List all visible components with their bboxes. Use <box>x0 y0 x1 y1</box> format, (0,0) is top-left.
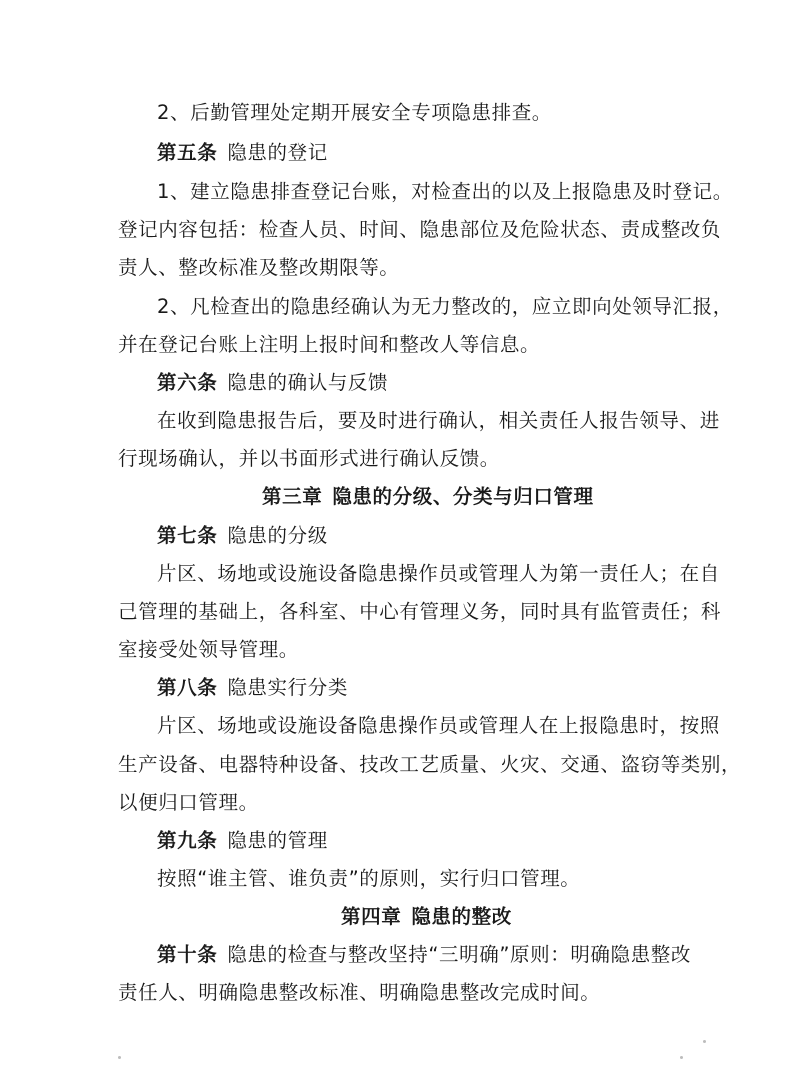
paragraph-line: 2、后勤管理处定期开展安全专项隐患排查。 <box>157 101 552 124</box>
article-number: 第八条 <box>157 676 218 699</box>
article-title: 隐患的分级 <box>227 524 328 547</box>
page-corner-mark <box>118 1056 121 1059</box>
article-heading <box>157 829 328 853</box>
article-number: 第九条 <box>157 829 218 852</box>
article-body: 隐患的检查与整改坚持“三明确”原则：明确隐患整改 <box>227 943 691 966</box>
article-title: 隐患的确认与反馈 <box>227 371 389 394</box>
article-number: 第七条 <box>157 524 218 547</box>
paragraph-line: 2、凡检查出的隐患经确认为无力整改的，应立即向处领导汇报， <box>157 295 733 318</box>
paragraph-line: 在收到隐患报告后，要及时进行确认，相关责任人报告领导、进 <box>157 409 720 432</box>
article-heading <box>157 141 328 165</box>
paragraph-line: 并在登记台账上注明上报时间和整改人等信息。 <box>118 333 541 356</box>
article-heading <box>157 943 691 967</box>
paragraph-line: 己管理的基础上，各科室、中心有管理义务，同时具有监管责任；科 <box>118 600 722 623</box>
article-title: 隐患实行分类 <box>227 676 348 699</box>
paragraph-line: 责任人、明确隐患整改标准、明确隐患整改完成时间。 <box>118 981 601 1004</box>
article-heading <box>157 371 388 395</box>
page-corner-mark <box>703 1040 706 1043</box>
chapter-title: 隐患的分级、分类与归口管理 <box>332 485 594 508</box>
paragraph-line: 生产设备、电器特种设备、技改工艺质量、火灾、交通、盗窃等类别， <box>118 753 742 776</box>
article-title: 隐患的管理 <box>227 829 328 852</box>
chapter-heading <box>262 485 594 509</box>
article-number: 第十条 <box>157 943 218 966</box>
chapter-heading <box>341 905 512 929</box>
paragraph-line: 室接受处领导管理。 <box>118 638 299 661</box>
page-corner-mark <box>680 1056 683 1059</box>
article-heading <box>157 524 328 548</box>
article-title: 隐患的登记 <box>227 141 328 164</box>
paragraph-line: 按照“谁主管、谁负责”的原则，实行归口管理。 <box>157 867 581 890</box>
paragraph-line: 行现场确认，并以书面形式进行确认反馈。 <box>118 447 500 470</box>
chapter-number: 第三章 <box>262 485 323 508</box>
paragraph-line: 责人、整改标准及整改期限等。 <box>118 256 400 279</box>
paragraph-line: 以便归口管理。 <box>118 791 259 814</box>
article-number: 第六条 <box>157 371 218 394</box>
article-heading <box>157 676 348 700</box>
paragraph-line: 片区、场地或设施设备隐患操作员或管理人为第一责任人；在自 <box>157 562 720 585</box>
paragraph-line: 1、建立隐患排查登记台账，对检查出的以及上报隐患及时登记。 <box>157 180 733 203</box>
paragraph-line: 登记内容包括：检查人员、时间、隐患部位及危险状态、责成整改负 <box>118 218 722 241</box>
paragraph-line: 片区、场地或设施设备隐患操作员或管理人在上报隐患时，按照 <box>157 714 720 737</box>
article-number: 第五条 <box>157 141 218 164</box>
chapter-number: 第四章 <box>341 905 402 928</box>
chapter-title: 隐患的整改 <box>411 905 512 928</box>
